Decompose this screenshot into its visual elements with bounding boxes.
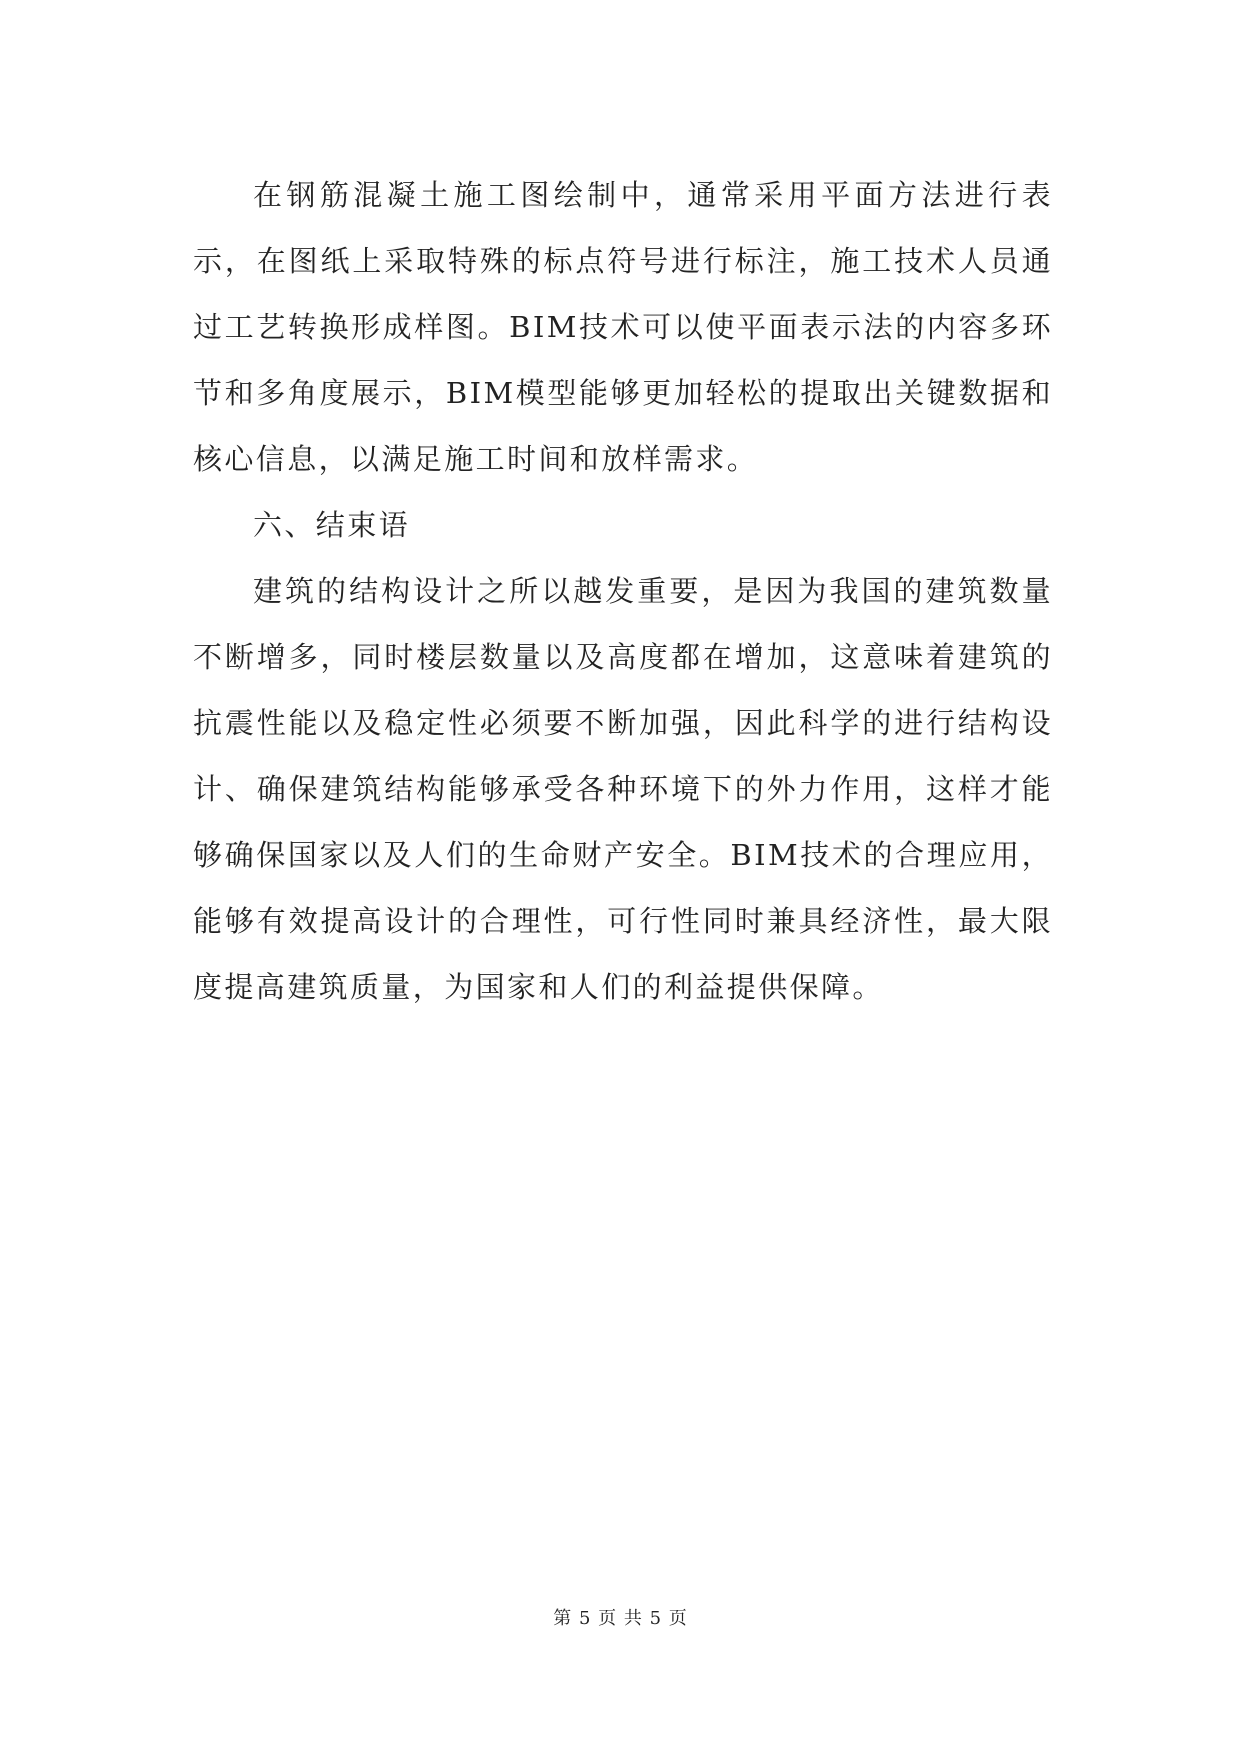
page-number-footer: 第 5 页 共 5 页 bbox=[553, 1608, 688, 1629]
paragraph-conclusion: 建筑的结构设计之所以越发重要，是因为我国的建筑数量不断增多，同时楼层数量以及高度都在增加，这意味着建筑的抗震性能以及稳定性必须要不断加强，因此科学的进行结构设计、确保建筑结构能够承受各种环境下的外力作用，这样才能够确保国家以及人们的生命财产安全。BIM技术的合理应用，能够有效提高设计的合理性，可行性同时兼具经济性，最大限度提高建筑质量，为国家和人们的利益提供保障。 bbox=[193, 574, 1053, 1004]
section-heading-conclusion: 六、结束语 bbox=[253, 508, 411, 542]
paragraph-bim-drawing: 在钢筋混凝土施工图绘制中，通常采用平面方法进行表示，在图纸上采取特殊的标点符号进行标注，施工技术人员通过工艺转换形成样图。BIM技术可以使平面表示法的内容多环节和多角度展示，BIM模型能够更加轻松的提取出关键数据和核心信息，以满足施工时间和放样需求。 bbox=[193, 178, 1053, 476]
document-body bbox=[193, 162, 1053, 1020]
